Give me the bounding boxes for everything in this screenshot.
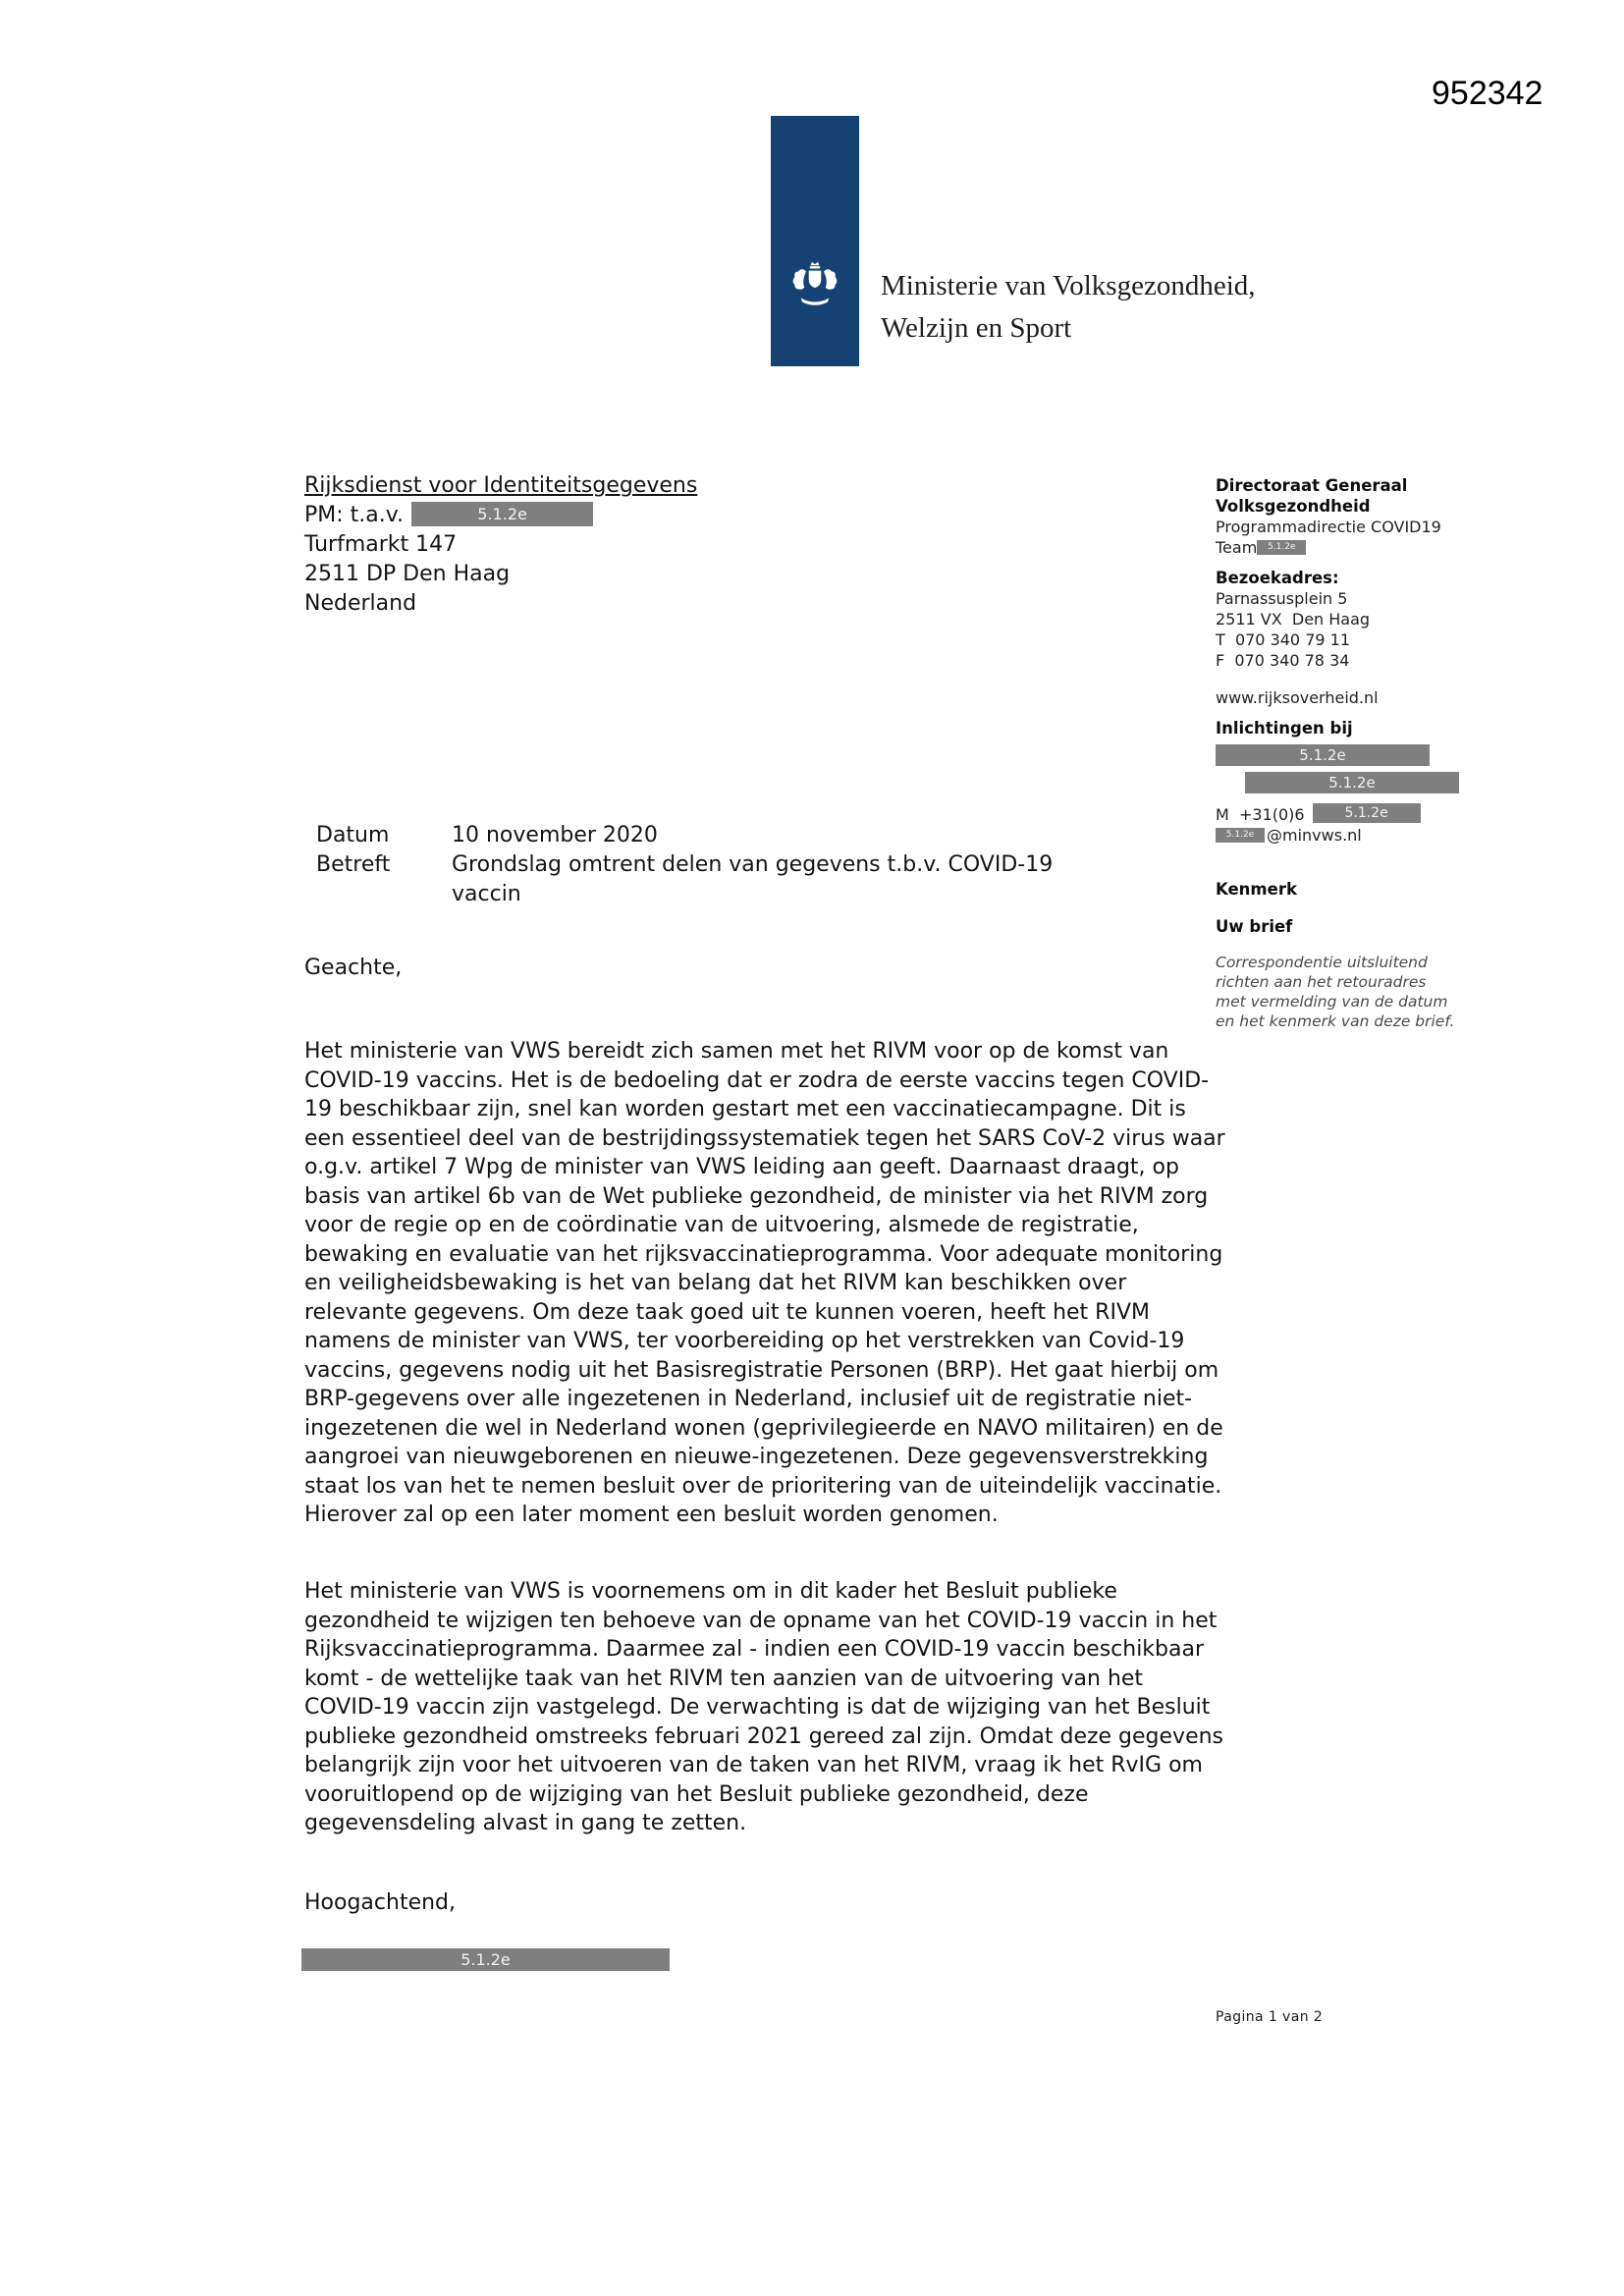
datum-value: 10 november 2020 [452,823,658,847]
body-paragraph-2: Het ministerie van VWS is voornemens om in dit kader het Besluit publieke gezondheid te wijzigen ten behoeve van de opname van het COVID-19 vaccin in het Rijksvaccinatieprogramma. Daarmee zal - indien een COVID-19 vaccin beschikbaar komt - de wettelijke taak van het RIVM ten aanzien van de uitvoering van het COVID-19 vaccin zijn vastgelegd. De verwachting is dat de wijziging van het Besluit publieke gezondheid omstreeks februari 2021 gereed zal zijn. Omdat deze gegevens belangrijk zijn voor het uitvoeren van de taken van het RIVM, vraag ik het RvIG om vooruitlopend op de wijziging van het Besluit publieke gezondheid, deze gegevensdeling alvast in gang te zetten. [304,1579,1224,1835]
sidebar-program: Programmadirectie COVID19 [1216,518,1441,536]
sidebar-visit-postal-city: 2511 VX Den Haag [1216,610,1371,629]
body-paragraph-1: Het ministerie van VWS bereidt zich samen met het RIVM voor op de komst van COVID-19 vaccins. Het is de bedoeling dat er zodra de eerste vaccins tegen COVID-19 beschikbaar zijn, snel kan worden gestart met een vaccinatiecampagne. Dit is een essentieel deel van de bestrijdingssystematiek tegen het SARS CoV-2 virus waar o.g.v. artikel 7 Wpg de minister van VWS leiding aan geeft. Daarnaast draagt, op basis van artikel 6b van de Wet publieke gezondheid, de minister via het RIVM zorg voor de regie op en de coördinatie van de uitvoering, alsmede de registratie, bewaking en evaluatie van het rijksvaccinatieprogramma. Voor adequate monitoring en veiligheidsbewaking is het van belang dat het RIVM kan beschikken over relevante gegevens. Om deze taak goed uit te kunnen voeren, heeft het RIVM namens de minister van VWS, ter voorbereiding op het verstrekken van Covid-19 vaccins, gegevens nodig uit het Basisregistratie Personen (BRP). Het gaat hierbij om BRP-gegevens over alle ingezetenen in Nederland, inclusief uit de registratie niet-ingezetenen die wel in Nederland wonen (geprivilegieerde en NAVO militairen) en de aangroei van nieuwgeborenen en nieuwe-ingezetenen. Deze gegevensverstrekking staat los van het te nemen besluit over de prioritering van de uiteindelijk vaccinatie. Hierover zal op een later moment een besluit worden genomen. [304,1039,1225,1527]
datum-row [316,821,1070,850]
betreft-value: Grondslag omtrent delen van gegevens t.b.v. COVID-19 vaccin [452,852,1054,906]
salutation: Geachte, [304,956,403,980]
sidebar-fax: F 070 340 78 34 [1216,651,1350,670]
sidebar-phone: T 070 340 79 11 [1216,630,1350,649]
sidebar-visit-street: Parnassusplein 5 [1216,589,1348,608]
sidebar-kenmerk-header: Kenmerk [1216,880,1297,899]
redaction-box-email: 5.1.2e [1216,828,1265,843]
ministry-name-line1: Ministerie van Volksgezondheid, [881,270,1256,301]
betreft-label: Betreft [316,852,391,877]
doc-number: 952342 [1432,75,1543,112]
recipient-address-block [304,471,697,619]
redaction-box-signature: 5.1.2e [301,1948,670,1971]
sidebar-contact-header: Inlichtingen bij [1216,719,1353,738]
sidebar-team-line [1216,537,1469,558]
sidebar-email-suffix: @minvws.nl [1267,826,1362,845]
recipient-org: Rijksdienst voor Identiteitsgegevens [304,473,698,498]
sidebar-directorate-line1: Directoraat Generaal [1216,476,1408,495]
sidebar-team-prefix: Team [1216,538,1258,557]
coat-of-arms-icon [786,259,843,310]
sidebar-website: www.rijksoverheid.nl [1216,688,1379,707]
redaction-box-mobile: 5.1.2e [1313,803,1421,823]
redaction-box-contact-1: 5.1.2e [1216,744,1430,766]
recipient-attn-line [304,501,697,530]
sidebar-visit-header: Bezoekadres: [1216,569,1339,587]
recipient-postal-city: 2511 DP Den Haag [304,562,511,586]
sidebar-correspondence-note: Correspondentie uitsluitend richten aan het retouradres met vermelding van de datum en het kenmerk van deze brief. [1216,954,1455,1030]
logo-blue-bar [771,116,859,366]
redaction-box-attn: 5.1.2e [411,502,593,526]
closing: Hoogachtend, [304,1890,457,1915]
redaction-box-contact-2: 5.1.2e [1245,772,1459,793]
redaction-box-team: 5.1.2e [1257,540,1306,555]
recipient-country: Nederland [304,591,417,616]
recipient-attn-prefix: PM: t.a.v. [304,503,405,527]
sidebar-mobile-prefix: M +31(0)6 [1216,805,1305,824]
recipient-street: Turfmarkt 147 [304,532,458,557]
ministry-name-line2: Welzijn en Sport [881,312,1072,344]
datum-label: Datum [316,823,390,847]
sidebar-uw-brief-header: Uw brief [1216,917,1293,936]
sidebar-directorate-line2: Volksgezondheid [1216,497,1371,516]
letterhead-sidebar [1216,475,1469,1031]
sidebar-mobile-line [1216,803,1469,825]
ministry-name [881,265,1256,350]
letter-meta [316,821,1070,909]
sidebar-email-line [1216,825,1469,846]
page-indicator: Pagina 1 van 2 [1216,2009,1324,2025]
betreft-row [316,850,1070,909]
